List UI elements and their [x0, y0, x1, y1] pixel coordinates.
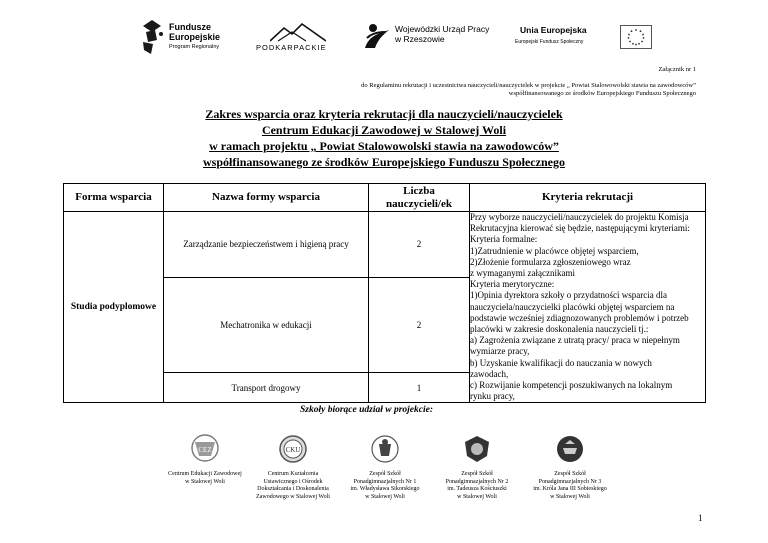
table-row	[64, 212, 706, 278]
criteria-line: nauczyciela/nauczycielki placówki objętej wsparciem na	[470, 301, 675, 312]
document-title	[0, 106, 768, 170]
criteria-line: a) Zagrożenia związane z utratą pracy/ praca w niepełnym	[470, 335, 680, 346]
criteria-line: Przy wyborze nauczycieli/nauczycielek do projektu Komisja	[470, 212, 689, 222]
cku-emblem-text: CKU	[285, 446, 301, 454]
zsp3-emblem-icon	[555, 434, 585, 464]
criteria-line: 2)Złożenie formularza zgłoszeniowego wraz	[470, 256, 631, 267]
criteria-line: rynku pracy,	[470, 391, 515, 402]
cku-emblem-icon	[278, 434, 308, 464]
zsp1-emblem-icon	[370, 434, 400, 464]
cez-emblem-text: CEZ	[198, 446, 212, 454]
regulation-ref	[361, 82, 696, 98]
criteria-cell	[470, 212, 706, 403]
criteria-line: podstawie wcześniej zdiagnozowanych problemów i potrzeb	[470, 312, 689, 323]
podkarpackie-text: PODKARPACKIE	[256, 43, 327, 52]
school-line: im. Władysława Sikorskiego	[350, 486, 420, 493]
podkarpackie-logo	[256, 22, 338, 52]
header-count-line2: nauczycieli/ek	[386, 197, 452, 210]
form-cell: Studia podyplomowe	[64, 212, 164, 403]
title-line3: w ramach projektu „ Powiat Stalowowolski stawia na zawodowców”	[209, 139, 559, 153]
school-line: Ustawicznego i Ośrodek	[263, 478, 323, 485]
school-line: Ponadgimnazjalnych Nr 3	[538, 478, 602, 485]
criteria-line: 1)Zatrudnienie w placówce objętej wsparciem,	[470, 245, 639, 256]
criteria-line: b) Uzyskanie kwalifikacji do nauczania w nowych	[470, 357, 652, 368]
ue-title: Unia Europejska	[520, 25, 587, 35]
criteria-line: c) Rozwijanie kompetencji poszukiwanych na lokalnym	[470, 380, 673, 391]
fe-line1: Fundusze	[169, 22, 211, 32]
criteria-line: Rekrutacyjna kierować się będzie, następującymi kryteriami:	[470, 223, 690, 234]
zsp2-emblem-icon	[462, 434, 492, 464]
fe-mark-icon	[143, 20, 165, 54]
header-form: Forma wsparcia	[64, 184, 164, 212]
schools-heading: Szkoły biorące udział w projekcie:	[300, 405, 433, 415]
header-count-line1: Liczba	[403, 184, 435, 197]
school-line: Zespół Szkół	[554, 471, 586, 478]
school-line: Centrum Kształcenia	[267, 471, 319, 478]
fundusze-europejskie-logo	[143, 20, 243, 56]
eu-stars-icon	[621, 26, 651, 48]
school-line: w Stalowej Woli	[185, 478, 225, 485]
header-count	[369, 184, 470, 212]
wup-logo	[363, 22, 493, 52]
cez-emblem-icon	[185, 434, 225, 464]
ue-logo	[512, 22, 652, 52]
title-line1: Zakres wsparcia oraz kryteria rekrutacji dla nauczycieli/nauczycielek	[205, 107, 563, 121]
criteria-line: placówki w zakresie doskonalenia nauczycieli tj.:	[470, 324, 649, 335]
school-line: w Stalowej Woli	[550, 493, 590, 500]
regulation-ref-line1: do Regulaminu rekrutacji i uczestnictwa nauczycieli/nauczycielek w projekcie „ Powiat Stalowowolski stawia na zawodowców”	[361, 82, 696, 89]
school-line: Dokształcania i Doskonalenia	[257, 486, 329, 493]
ue-sub: Europejski Fundusz Społeczny	[515, 39, 584, 45]
regulation-ref-line2: współfinansowanego ze środków Europejskiego Funduszu Społecznego	[508, 90, 696, 97]
school-line: Zespół Szkół	[461, 471, 493, 478]
school-line: Zawodowego w Stalowej Woli	[256, 493, 330, 500]
row-name: Zarządzanie bezpieczeństwem i higieną pracy	[164, 212, 369, 278]
school-line: w Stalowej Woli	[457, 493, 497, 500]
criteria-table	[63, 183, 706, 403]
header-criteria: Kryteria rekrutacji	[470, 184, 706, 212]
wup-emblem-icon	[363, 22, 391, 50]
row-name: Transport drogowy	[164, 373, 369, 403]
eu-flag-icon	[620, 25, 652, 49]
school-line: Centrum Edukacji Zawodowej	[168, 471, 242, 478]
title-line4: współfinansowanego ze środków Europejskiego Funduszu Społecznego	[203, 155, 565, 169]
fe-line2: Europejskie	[169, 32, 221, 42]
fe-sub: Program Regionalny	[169, 44, 220, 50]
mountains-icon	[270, 22, 326, 42]
annex-label: Załącznik nr 1	[658, 66, 696, 73]
school-line: w Stalowej Woli	[365, 493, 405, 500]
school-line: Ponadgimnazjalnych Nr 1	[353, 478, 417, 485]
row-count: 2	[369, 212, 470, 278]
school-line: im. Tadeusza Kościuszki	[447, 486, 507, 493]
school-zsp3	[512, 434, 628, 501]
row-name: Mechatronika w edukacji	[164, 277, 369, 372]
criteria-line: 1)Opinia dyrektora szkoły o przydatności wsparcia dla	[470, 290, 667, 301]
criteria-line: Kryteria merytoryczne:	[470, 279, 555, 290]
criteria-line: zawodach,	[470, 368, 509, 379]
criteria-line: Kryteria formalne:	[470, 234, 538, 245]
wup-line1: Wojewódzki Urząd Pracy	[395, 24, 490, 34]
school-line: Ponadgimnazjalnych Nr 2	[445, 478, 509, 485]
row-count: 2	[369, 277, 470, 372]
title-line2: Centrum Edukacji Zawodowej w Stalowej Woli	[261, 123, 507, 137]
table-header-row	[64, 184, 706, 212]
header-name: Nazwa formy wsparcia	[164, 184, 369, 212]
criteria-line: wymiarze pracy,	[470, 346, 530, 357]
school-line: im. Króla Jana III Sobieskiego	[533, 486, 607, 493]
criteria-line: z wymaganymi załącznikami	[470, 268, 575, 279]
row-count: 1	[369, 373, 470, 403]
wup-line2: w Rzeszowie	[395, 34, 445, 44]
school-line: Zespół Szkół	[369, 471, 401, 478]
page-number: 1	[698, 513, 703, 523]
